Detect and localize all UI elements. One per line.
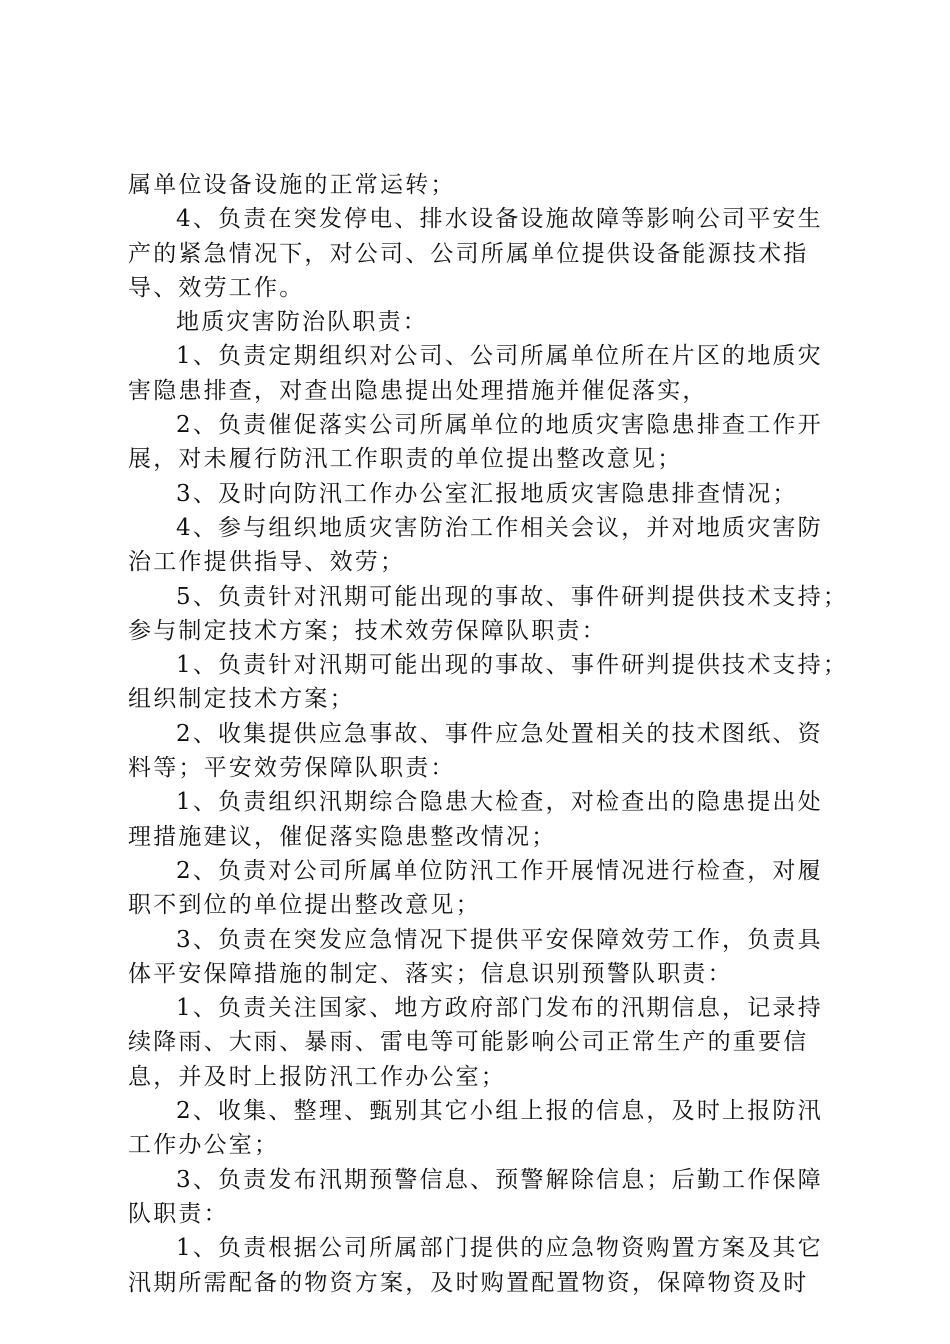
text-line: 2、负责对公司所属单位防汛工作开展情况进行检查，对履 <box>176 857 823 884</box>
text-line: 治工作提供指导、效劳； <box>128 549 406 576</box>
text-line: 工作办公室； <box>128 1132 280 1159</box>
text-line: 1、负责组织汛期综合隐患大检查，对检查出的隐患提出处 <box>176 789 823 816</box>
text-line: 组织制定技术方案； <box>128 686 355 713</box>
text-line: 导、效劳工作。 <box>128 274 305 301</box>
text-line: 体平安保障措施的制定、落实；信息识别预警队职责： <box>128 960 733 987</box>
text-line: 4、参与组织地质灾害防治工作相关会议，并对地质灾害防 <box>176 514 823 541</box>
text-line: 属单位设备设施的正常运转； <box>128 172 456 198</box>
text-line: 料等；平安效劳保障队职责： <box>128 755 456 782</box>
text-line: 地质灾害防治队职责： <box>176 309 428 336</box>
document-body <box>128 168 849 1300</box>
text-line: 参与制定技术方案；技术效劳保障队职责： <box>128 617 607 644</box>
text-line: 3、负责发布汛期预警信息、预警解除信息；后勤工作保障 <box>176 1166 823 1193</box>
text-line: 2、负责催促落实公司所属单位的地质灾害隐患排查工作开 <box>176 412 823 439</box>
text-line: 汛期所需配备的物资方案，及时购置配置物资，保障物资及时 <box>128 1269 809 1296</box>
text-line: 5、负责针对汛期可能出现的事故、事件研判提供技术支持； <box>176 583 849 610</box>
text-line: 续降雨、大雨、暴雨、雷电等可能影响公司正常生产的重要信 <box>128 1029 809 1056</box>
text-line: 职不到位的单位提出整改意见； <box>128 892 481 919</box>
text-line: 展，对未履行防汛工作职责的单位提出整改意见； <box>128 446 683 473</box>
text-line: 息，并及时上报防汛工作办公室； <box>128 1063 506 1090</box>
text-line: 理措施建议，催促落实隐患整改情况； <box>128 823 557 850</box>
text-line: 产的紧急情况下，对公司、公司所属单位提供设备能源技术指 <box>128 240 809 267</box>
text-line: 3、负责在突发应急情况下提供平安保障效劳工作，负责具 <box>176 926 823 953</box>
text-line: 1、负责根据公司所属部门提供的应急物资购置方案及其它 <box>176 1235 823 1262</box>
text-line: 2、收集提供应急事故、事件应急处置相关的技术图纸、资 <box>176 720 823 747</box>
text-line: 4、负责在突发停电、排水设备设施故障等影响公司平安生 <box>176 206 823 233</box>
text-line: 害隐患排查，对查出隐患提出处理措施并催促落实， <box>128 377 708 404</box>
text-line: 队职责： <box>128 1200 229 1227</box>
text-line: 1、负责关注国家、地方政府部门发布的汛期信息，记录持 <box>176 995 823 1022</box>
text-line: 1、负责针对汛期可能出现的事故、事件研判提供技术支持； <box>176 652 849 679</box>
text-line: 3、及时向防汛工作办公室汇报地质灾害隐患排查情况； <box>176 480 798 507</box>
text-line: 2、收集、整理、甄别其它小组上报的信息，及时上报防汛 <box>176 1098 823 1125</box>
text-line: 1、负责定期组织对公司、公司所属单位所在片区的地质灾 <box>176 343 823 370</box>
